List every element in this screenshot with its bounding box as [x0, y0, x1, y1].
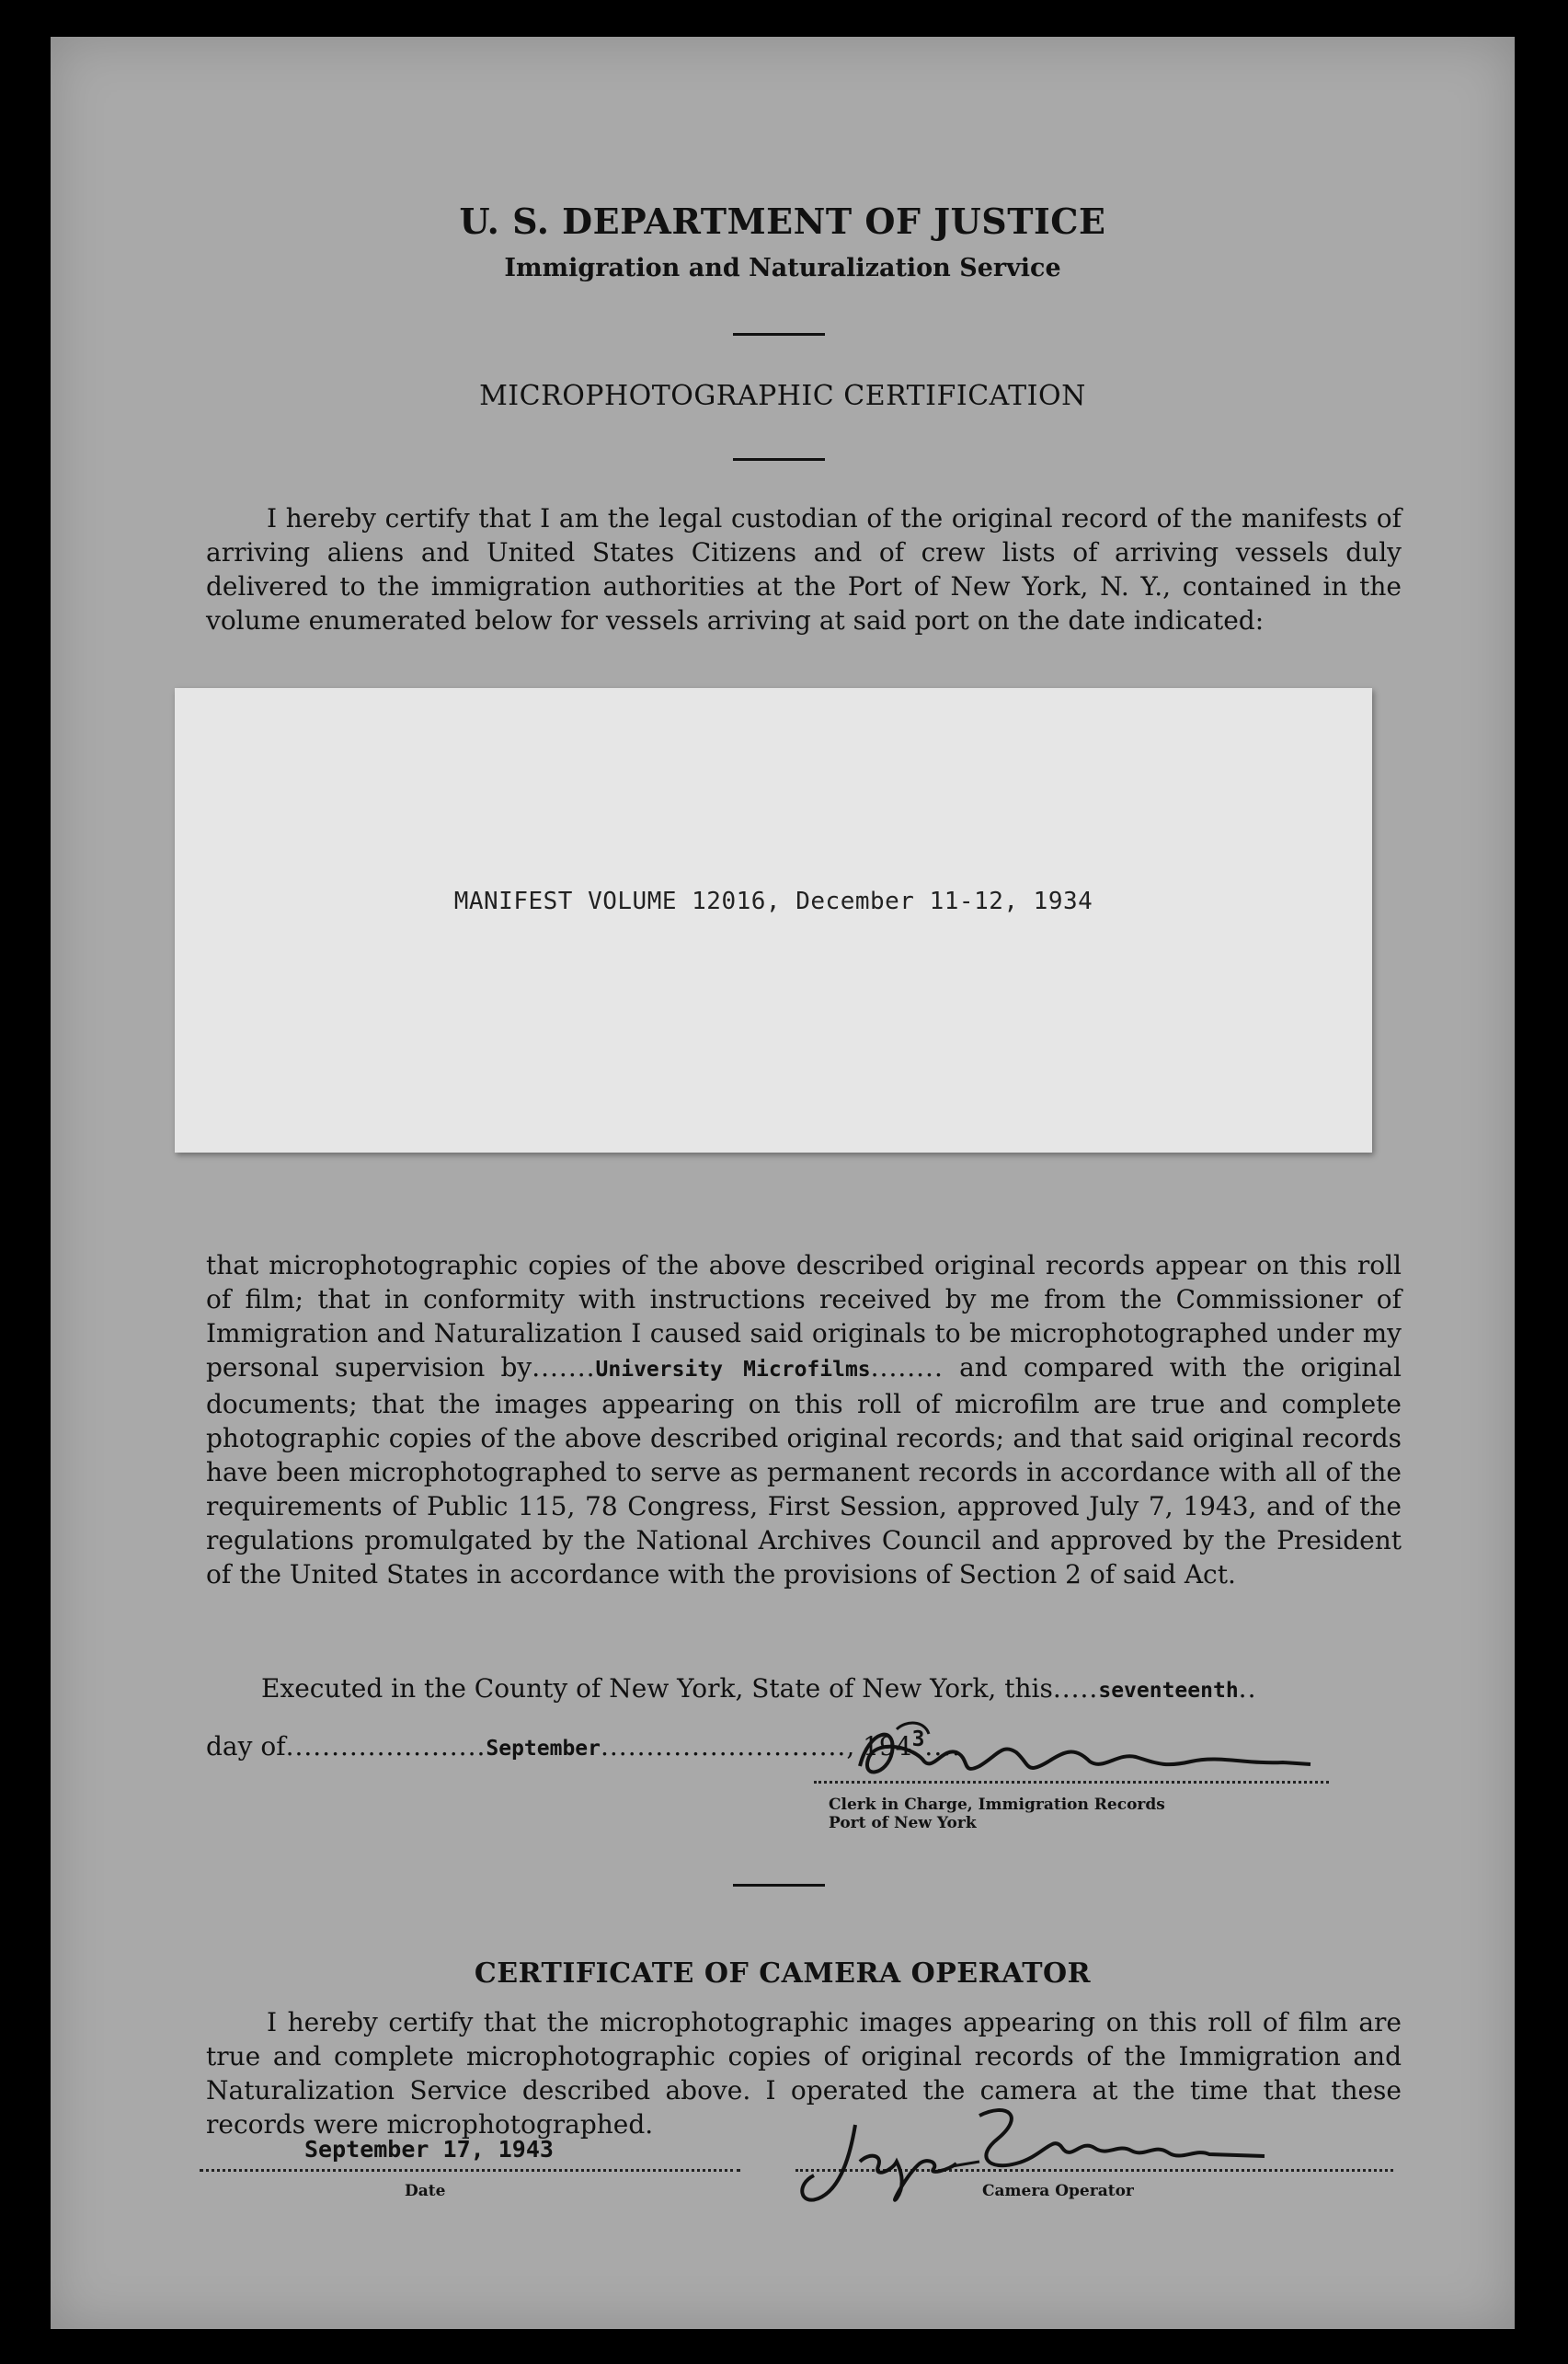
body-text-part2: and compared with the original documents; that the images appearing on this roll of microfilm are true and complete photographic copies of the above described original records; and that said original records have been microphotographed to serve as permanent records in accordance with all of the requirements of Public 115, 78 Congress, First Session, approved July 7, 1943, and of the regulations promulgated by the National Archives Council and approved by the President of the United States in accordance with the provisions of Section 2 of said Act. — [206, 1352, 1402, 1589]
day-value: seventeenth — [1098, 1679, 1239, 1703]
certification-heading: MICROPHOTOGRAPHIC CERTIFICATION — [479, 380, 1086, 412]
certificate-page — [51, 37, 1515, 2329]
camera-operator-text: I hereby certify that the microphotographic images appearing on this roll of film are true and complete microphotographic copies of original records of the Immigration and Naturalization Service described above. I operated the camera at the time that these records were microphotographed. — [206, 2007, 1402, 2140]
intro-paragraph — [206, 501, 1402, 637]
divider-rule — [733, 1884, 825, 1887]
date-signature-line — [200, 2169, 740, 2172]
date-value: September 17, 1943 — [304, 2136, 554, 2163]
divider-rule — [733, 333, 825, 336]
body-paragraph: that microphotographic copies of the above described original records appear on this roll of film; that in conformity with instructions received by me from the Commissioner of Immigration and Naturalization I caused said originals to be microphotographed under my personal supervision by.......University Microfilms........ and compared with the original documents; that the images appearing on this roll of microfilm are true and complete photographic copies of the above described original records; and that said original records have been microphotographed to serve as permanent records in accordance with all of the requirements of Public 115, 78 Congress, First Session, approved July 7, 1943, and of the regulations promulgated by the National Archives Council and approved by the President of the United States in accordance with the provisions of Section 2 of said Act. — [206, 1250, 1402, 1589]
body-text-part1: that microphotographic copies of the above described original records appear on this roll of film; that in conformity with instructions received by me from the Commissioner of Immigration and Naturalization I caused said originals to be microphotographed under my personal supervision by — [206, 1250, 1402, 1383]
month-value: September — [486, 1737, 601, 1761]
service-subtitle: Immigration and Naturalization Service — [504, 254, 1061, 282]
filmed-by-value: University Microfilms — [595, 1358, 871, 1382]
record-slip — [175, 688, 1372, 1153]
intro-text: I hereby certify that I am the legal custodian of the original record of the manifests of arriving aliens and United States Citizens and of crew lists of arriving vessels duly delivered to the immigration authorities at the Port of New York, N. Y., contained in the volume enumerated below for vessels arriving at said port on the date indicated: — [206, 503, 1402, 636]
year-prefix: , 194 — [846, 1731, 912, 1762]
clerk-title: Clerk in Charge, Immigration Records — [829, 1796, 1165, 1814]
manifest-volume-text: MANIFEST VOLUME 12016, December 11-12, 1934 — [453, 888, 1093, 915]
camera-operator-label: Camera Operator — [982, 2182, 1134, 2200]
divider-rule — [733, 458, 825, 461]
executed-text: Executed in the County of New York, State of New York, this — [261, 1673, 1053, 1704]
clerk-location: Port of New York — [829, 1814, 977, 1832]
year-suffix: 3 — [911, 1727, 925, 1751]
clerk-signature — [841, 1711, 1320, 1794]
date-label: Date — [405, 2182, 446, 2200]
camera-operator-heading: CERTIFICATE OF CAMERA OPERATOR — [474, 1957, 1092, 1990]
execution-line: Executed in the County of New York, State of New York, this.....seventeenth.. — [261, 1673, 1257, 1704]
day-of-label: day of — [206, 1731, 286, 1762]
department-title: U. S. DEPARTMENT OF JUSTICE — [459, 201, 1106, 242]
clerk-caption — [829, 1796, 1165, 1832]
date-line: day of......................September..........................., $194^3$.... — [206, 1727, 962, 1762]
